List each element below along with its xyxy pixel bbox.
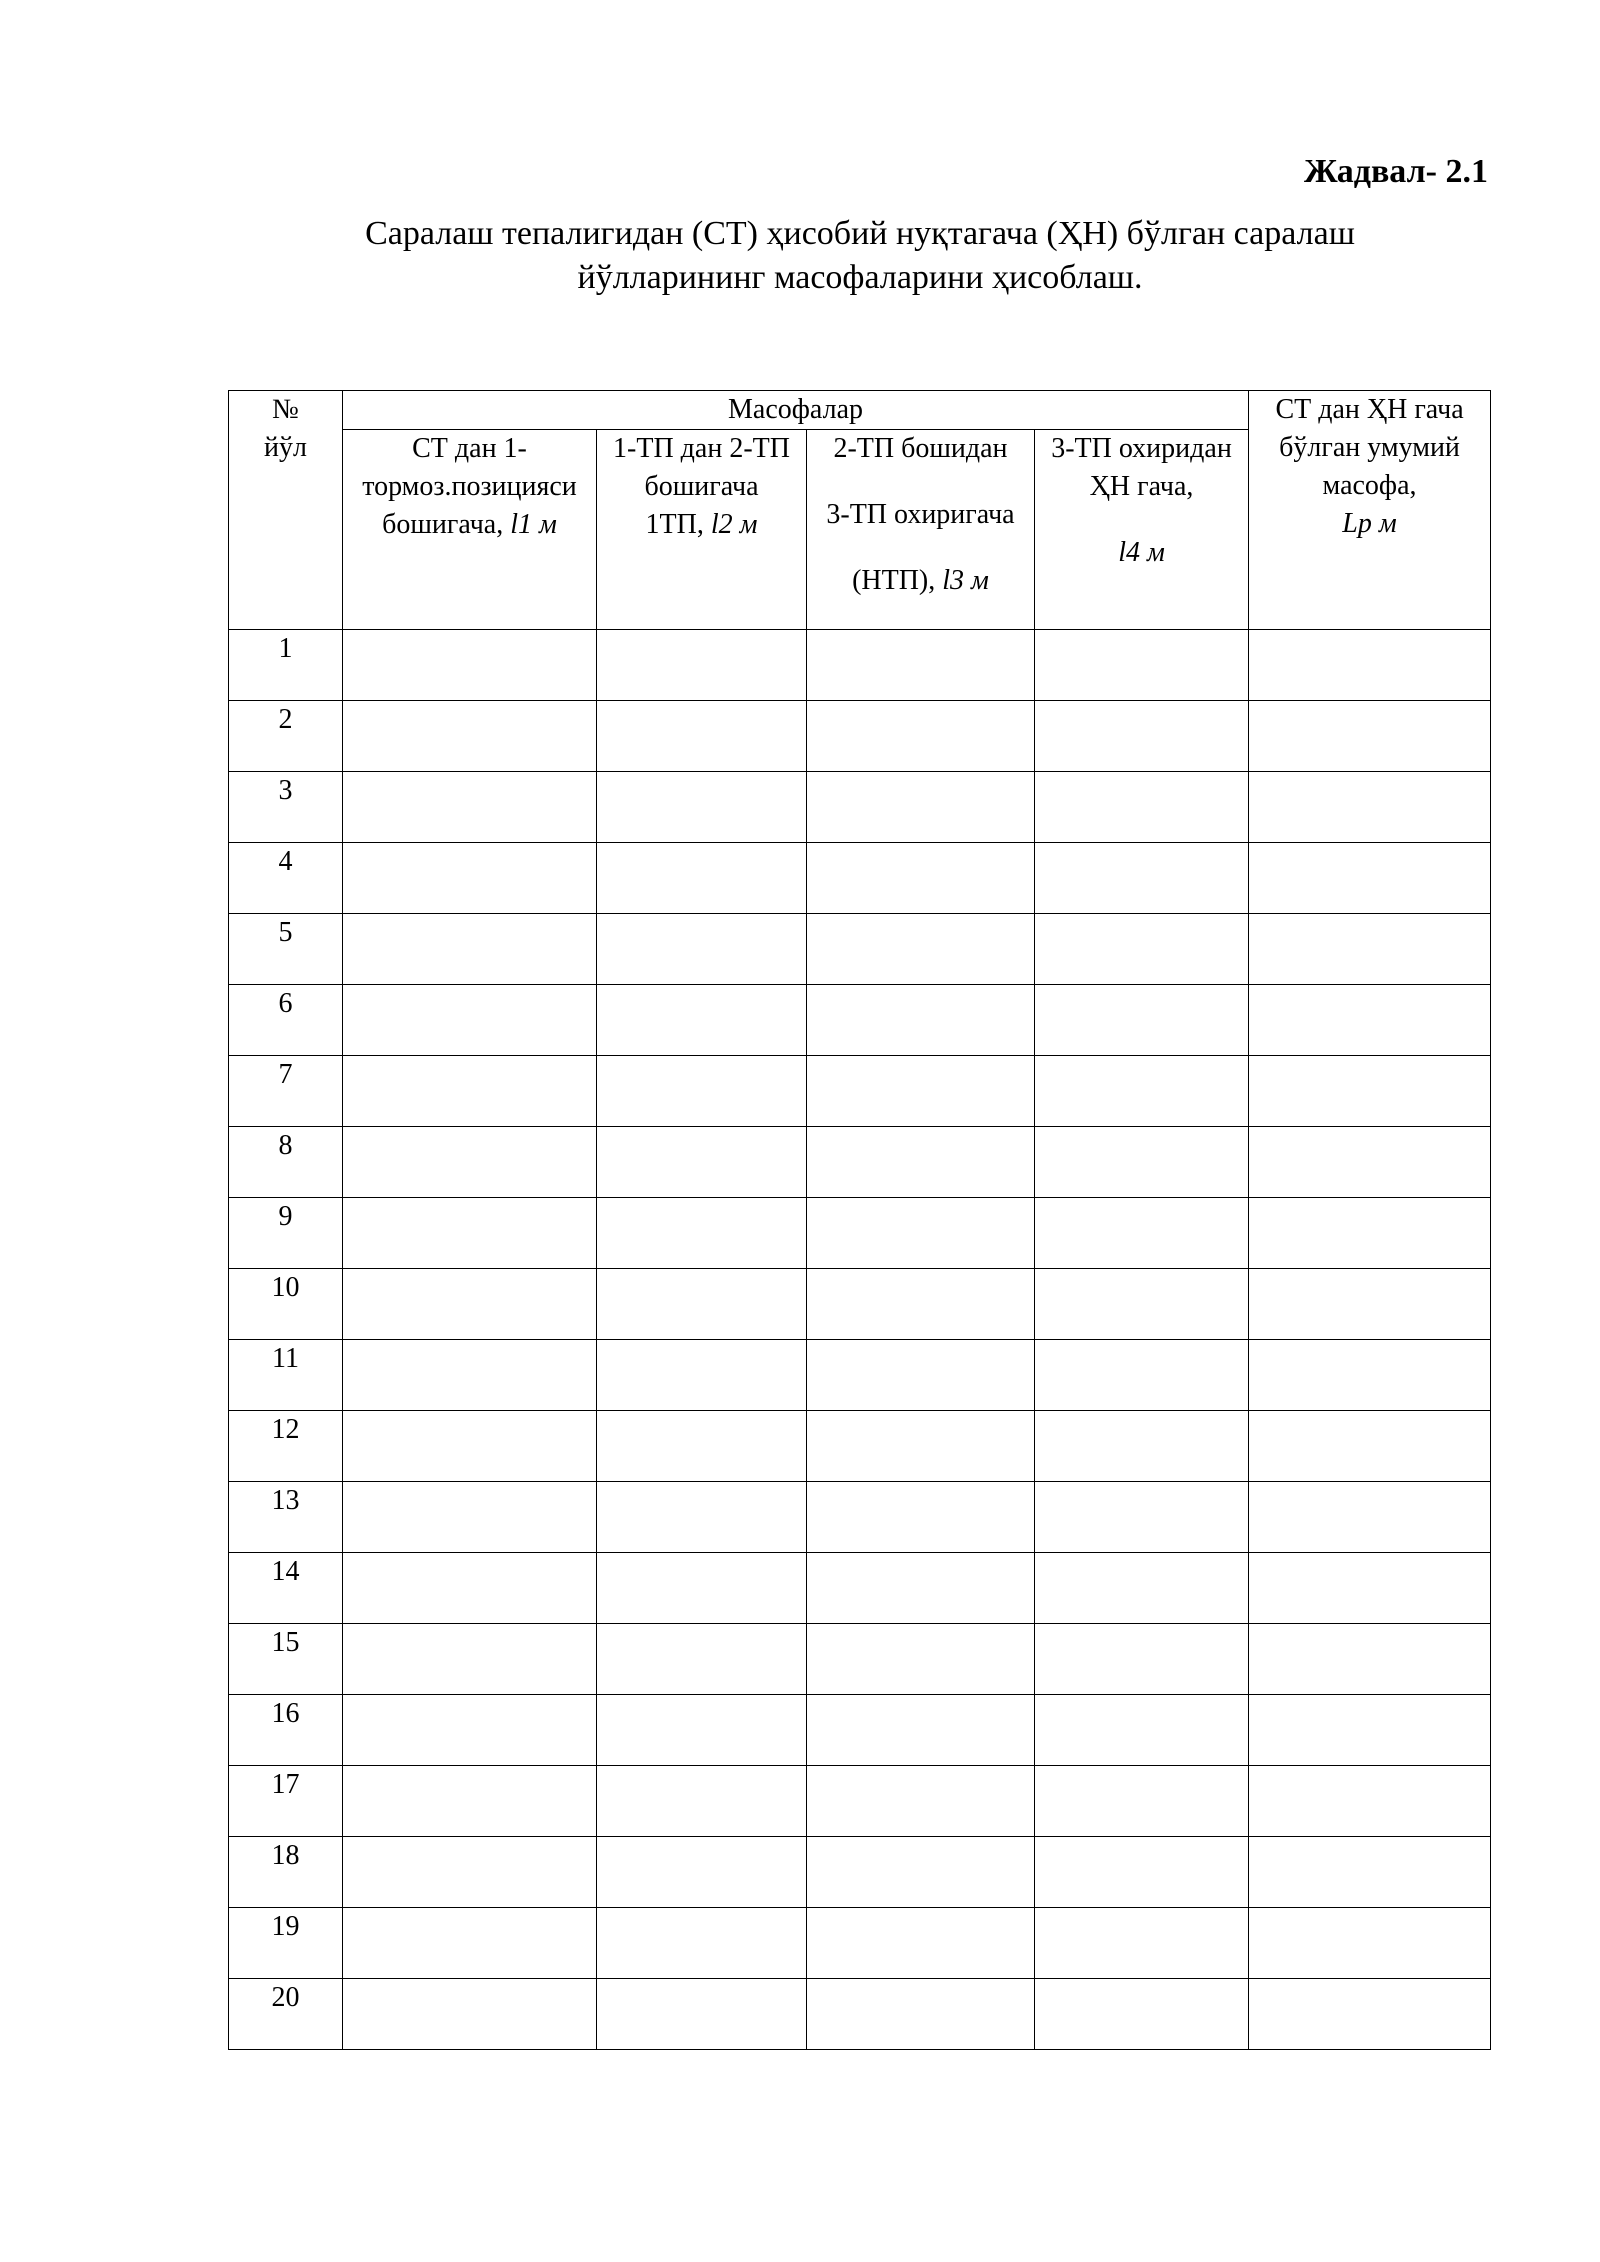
header-l2-line-1: 1-ТП дан 2-ТП	[613, 433, 790, 464]
total-distance-cell[interactable]	[1249, 630, 1491, 701]
header-l1-line-3	[343, 506, 596, 544]
l2-cell[interactable]	[597, 1766, 807, 1837]
l1-cell[interactable]	[343, 1553, 597, 1624]
table-row	[229, 1553, 1491, 1624]
l3-cell[interactable]	[807, 1837, 1035, 1908]
header-total-variable: Lp м	[1342, 508, 1397, 539]
l2-cell[interactable]	[597, 1695, 807, 1766]
table-row	[229, 1340, 1491, 1411]
l1-cell[interactable]	[343, 1766, 597, 1837]
header-track-number	[229, 391, 343, 630]
l2-cell[interactable]	[597, 1127, 807, 1198]
l4-cell[interactable]	[1035, 1624, 1249, 1695]
l3-cell[interactable]	[807, 1269, 1035, 1340]
table-row	[229, 1411, 1491, 1482]
header-l1	[343, 430, 597, 630]
header-l3-text: (НТП),	[852, 565, 936, 596]
l2-cell[interactable]	[597, 1979, 807, 2050]
l2-cell[interactable]	[597, 843, 807, 914]
total-distance-cell[interactable]	[1249, 1979, 1491, 2050]
l3-cell[interactable]	[807, 1695, 1035, 1766]
table-row	[229, 1269, 1491, 1340]
track-number-cell: 9	[229, 1198, 343, 1269]
l4-cell[interactable]	[1035, 1553, 1249, 1624]
l3-cell[interactable]	[807, 1340, 1035, 1411]
l3-cell[interactable]	[807, 1056, 1035, 1127]
table-row	[229, 1908, 1491, 1979]
total-distance-cell[interactable]	[1249, 1908, 1491, 1979]
track-number-cell: 14	[229, 1553, 343, 1624]
header-l2-text: 1ТП,	[645, 509, 704, 540]
l2-cell[interactable]	[597, 1269, 807, 1340]
l4-cell[interactable]	[1035, 843, 1249, 914]
l2-cell[interactable]	[597, 772, 807, 843]
total-distance-cell[interactable]	[1249, 701, 1491, 772]
header-l1-variable: l1 м	[510, 509, 557, 540]
l3-cell[interactable]	[807, 1198, 1035, 1269]
l3-cell[interactable]	[807, 772, 1035, 843]
total-distance-cell[interactable]	[1249, 1695, 1491, 1766]
table-row	[229, 843, 1491, 914]
header-track-label: йўл	[264, 432, 307, 463]
header-l1-text: бошигача,	[382, 509, 504, 540]
track-number-cell: 18	[229, 1837, 343, 1908]
l2-cell[interactable]	[597, 630, 807, 701]
l4-cell[interactable]	[1035, 1695, 1249, 1766]
l1-cell[interactable]	[343, 1127, 597, 1198]
l3-cell[interactable]	[807, 1411, 1035, 1482]
header-total-line-2: бўлган умумий	[1279, 432, 1460, 463]
track-number-cell: 16	[229, 1695, 343, 1766]
l1-cell[interactable]	[343, 1695, 597, 1766]
table-row	[229, 1837, 1491, 1908]
l4-cell[interactable]	[1035, 772, 1249, 843]
l2-cell[interactable]	[597, 1908, 807, 1979]
l3-cell[interactable]	[807, 1979, 1035, 2050]
l1-cell[interactable]	[343, 1411, 597, 1482]
l1-cell[interactable]	[343, 843, 597, 914]
table-row	[229, 914, 1491, 985]
l1-cell[interactable]	[343, 1837, 597, 1908]
l4-cell[interactable]	[1035, 701, 1249, 772]
track-number-cell: 7	[229, 1056, 343, 1127]
l1-cell[interactable]	[343, 1908, 597, 1979]
total-distance-cell[interactable]	[1249, 914, 1491, 985]
l2-cell[interactable]	[597, 701, 807, 772]
table-number: Жадвал- 2.1	[1303, 153, 1488, 190]
total-distance-cell[interactable]	[1249, 1198, 1491, 1269]
l4-cell[interactable]	[1035, 1056, 1249, 1127]
l2-cell[interactable]	[597, 914, 807, 985]
track-number-cell: 8	[229, 1127, 343, 1198]
table-row	[229, 985, 1491, 1056]
table-row	[229, 630, 1491, 701]
table-row	[229, 1695, 1491, 1766]
l2-cell[interactable]	[597, 985, 807, 1056]
track-number-cell: 17	[229, 1766, 343, 1837]
table-row	[229, 1482, 1491, 1553]
l4-cell[interactable]	[1035, 985, 1249, 1056]
header-l2-line-2: бошигача	[644, 471, 759, 502]
total-distance-cell[interactable]	[1249, 772, 1491, 843]
track-number-cell: 12	[229, 1411, 343, 1482]
header-l3-line-3	[807, 562, 1034, 600]
l3-cell[interactable]	[807, 985, 1035, 1056]
header-row-1	[229, 391, 1491, 430]
l4-cell[interactable]	[1035, 1198, 1249, 1269]
l3-cell[interactable]	[807, 843, 1035, 914]
l4-cell[interactable]	[1035, 1766, 1249, 1837]
track-number-cell: 19	[229, 1908, 343, 1979]
l2-cell[interactable]	[597, 1837, 807, 1908]
table-row	[229, 1056, 1491, 1127]
l2-cell[interactable]	[597, 1624, 807, 1695]
header-number-sign: №	[272, 394, 299, 425]
track-number-cell: 3	[229, 772, 343, 843]
l1-cell[interactable]	[343, 985, 597, 1056]
header-l2	[597, 430, 807, 630]
track-number-cell: 5	[229, 914, 343, 985]
l3-cell[interactable]	[807, 914, 1035, 985]
table-header	[229, 391, 1491, 630]
l1-cell[interactable]	[343, 1979, 597, 2050]
header-l2-variable: l2 м	[710, 509, 758, 540]
table-row	[229, 772, 1491, 843]
track-number-cell: 1	[229, 630, 343, 701]
l4-cell[interactable]	[1035, 1837, 1249, 1908]
l3-cell[interactable]	[807, 1624, 1035, 1695]
l3-cell[interactable]	[807, 1908, 1035, 1979]
l3-cell[interactable]	[807, 1482, 1035, 1553]
track-number-cell: 13	[229, 1482, 343, 1553]
l1-cell[interactable]	[343, 914, 597, 985]
header-l1-line-2: тормоз.позицияси	[362, 471, 577, 502]
header-l4-line-1: 3-ТП охиридан	[1051, 433, 1232, 464]
l4-cell[interactable]	[1035, 914, 1249, 985]
table-row	[229, 1198, 1491, 1269]
header-l1-line-1: СТ дан 1-	[412, 433, 527, 464]
l1-cell[interactable]	[343, 1624, 597, 1695]
table-row	[229, 1624, 1491, 1695]
header-l4-line-2: ҲН гача,	[1089, 471, 1194, 502]
total-distance-cell[interactable]	[1249, 1766, 1491, 1837]
l4-cell[interactable]	[1035, 1340, 1249, 1411]
l3-cell[interactable]	[807, 1127, 1035, 1198]
total-distance-cell[interactable]	[1249, 985, 1491, 1056]
header-l3-line-2: 3-ТП охиригача	[826, 499, 1015, 530]
total-distance-cell[interactable]	[1249, 1056, 1491, 1127]
header-l3-line-1: 2-ТП бошидан	[833, 433, 1008, 464]
total-distance-cell[interactable]	[1249, 1553, 1491, 1624]
title-line-2: йўлларининг масофаларини ҳисоблаш.	[577, 259, 1143, 296]
l3-cell[interactable]	[807, 1766, 1035, 1837]
l1-cell[interactable]	[343, 1056, 597, 1127]
track-number-cell: 20	[229, 1979, 343, 2050]
table-row	[229, 1127, 1491, 1198]
l4-cell[interactable]	[1035, 1269, 1249, 1340]
l3-cell[interactable]	[807, 630, 1035, 701]
header-l4-variable: l4 м	[1118, 537, 1165, 568]
l3-cell[interactable]	[807, 1553, 1035, 1624]
header-total-line-3: масофа,	[1322, 470, 1417, 501]
l1-cell[interactable]	[343, 1269, 597, 1340]
l3-cell[interactable]	[807, 701, 1035, 772]
l2-cell[interactable]	[597, 1553, 807, 1624]
l2-cell[interactable]	[597, 1056, 807, 1127]
total-distance-cell[interactable]	[1249, 1340, 1491, 1411]
l2-cell[interactable]	[597, 1198, 807, 1269]
total-distance-cell[interactable]	[1249, 1411, 1491, 1482]
l4-cell[interactable]	[1035, 1127, 1249, 1198]
header-total-distance	[1249, 391, 1491, 630]
track-number-cell: 11	[229, 1340, 343, 1411]
l1-cell[interactable]	[343, 772, 597, 843]
track-number-cell: 10	[229, 1269, 343, 1340]
track-number-cell: 2	[229, 701, 343, 772]
table-body	[229, 630, 1491, 2050]
total-distance-cell[interactable]	[1249, 1837, 1491, 1908]
title-line-1: Саралаш тепалигидан (СТ) ҳисобий нуқтагача (ҲН) бўлган саралаш	[365, 215, 1355, 252]
table-row	[229, 1766, 1491, 1837]
track-number-cell: 4	[229, 843, 343, 914]
header-l3-variable: l3 м	[942, 565, 989, 596]
l4-cell[interactable]	[1035, 1482, 1249, 1553]
l1-cell[interactable]	[343, 630, 597, 701]
header-l3	[807, 430, 1035, 630]
l4-cell[interactable]	[1035, 1979, 1249, 2050]
track-number-cell: 6	[229, 985, 343, 1056]
header-total-line-1: СТ дан ҲН гача	[1275, 394, 1464, 425]
header-l4	[1035, 430, 1249, 630]
l2-cell[interactable]	[597, 1340, 807, 1411]
document-title	[230, 212, 1490, 300]
l1-cell[interactable]	[343, 1482, 597, 1553]
distance-table	[228, 390, 1491, 2050]
table-row	[229, 1979, 1491, 2050]
l1-cell[interactable]	[343, 701, 597, 772]
l4-cell[interactable]	[1035, 630, 1249, 701]
l1-cell[interactable]	[343, 1340, 597, 1411]
table-row	[229, 701, 1491, 772]
total-distance-cell[interactable]	[1249, 1482, 1491, 1553]
total-distance-cell[interactable]	[1249, 1127, 1491, 1198]
total-distance-cell[interactable]	[1249, 843, 1491, 914]
l2-cell[interactable]	[597, 1411, 807, 1482]
total-distance-cell[interactable]	[1249, 1269, 1491, 1340]
track-number-cell: 15	[229, 1624, 343, 1695]
header-distances-group: Масофалар	[343, 391, 1249, 430]
l4-cell[interactable]	[1035, 1411, 1249, 1482]
l4-cell[interactable]	[1035, 1908, 1249, 1979]
l1-cell[interactable]	[343, 1198, 597, 1269]
header-l2-line-3	[597, 506, 806, 544]
total-distance-cell[interactable]	[1249, 1624, 1491, 1695]
l2-cell[interactable]	[597, 1482, 807, 1553]
